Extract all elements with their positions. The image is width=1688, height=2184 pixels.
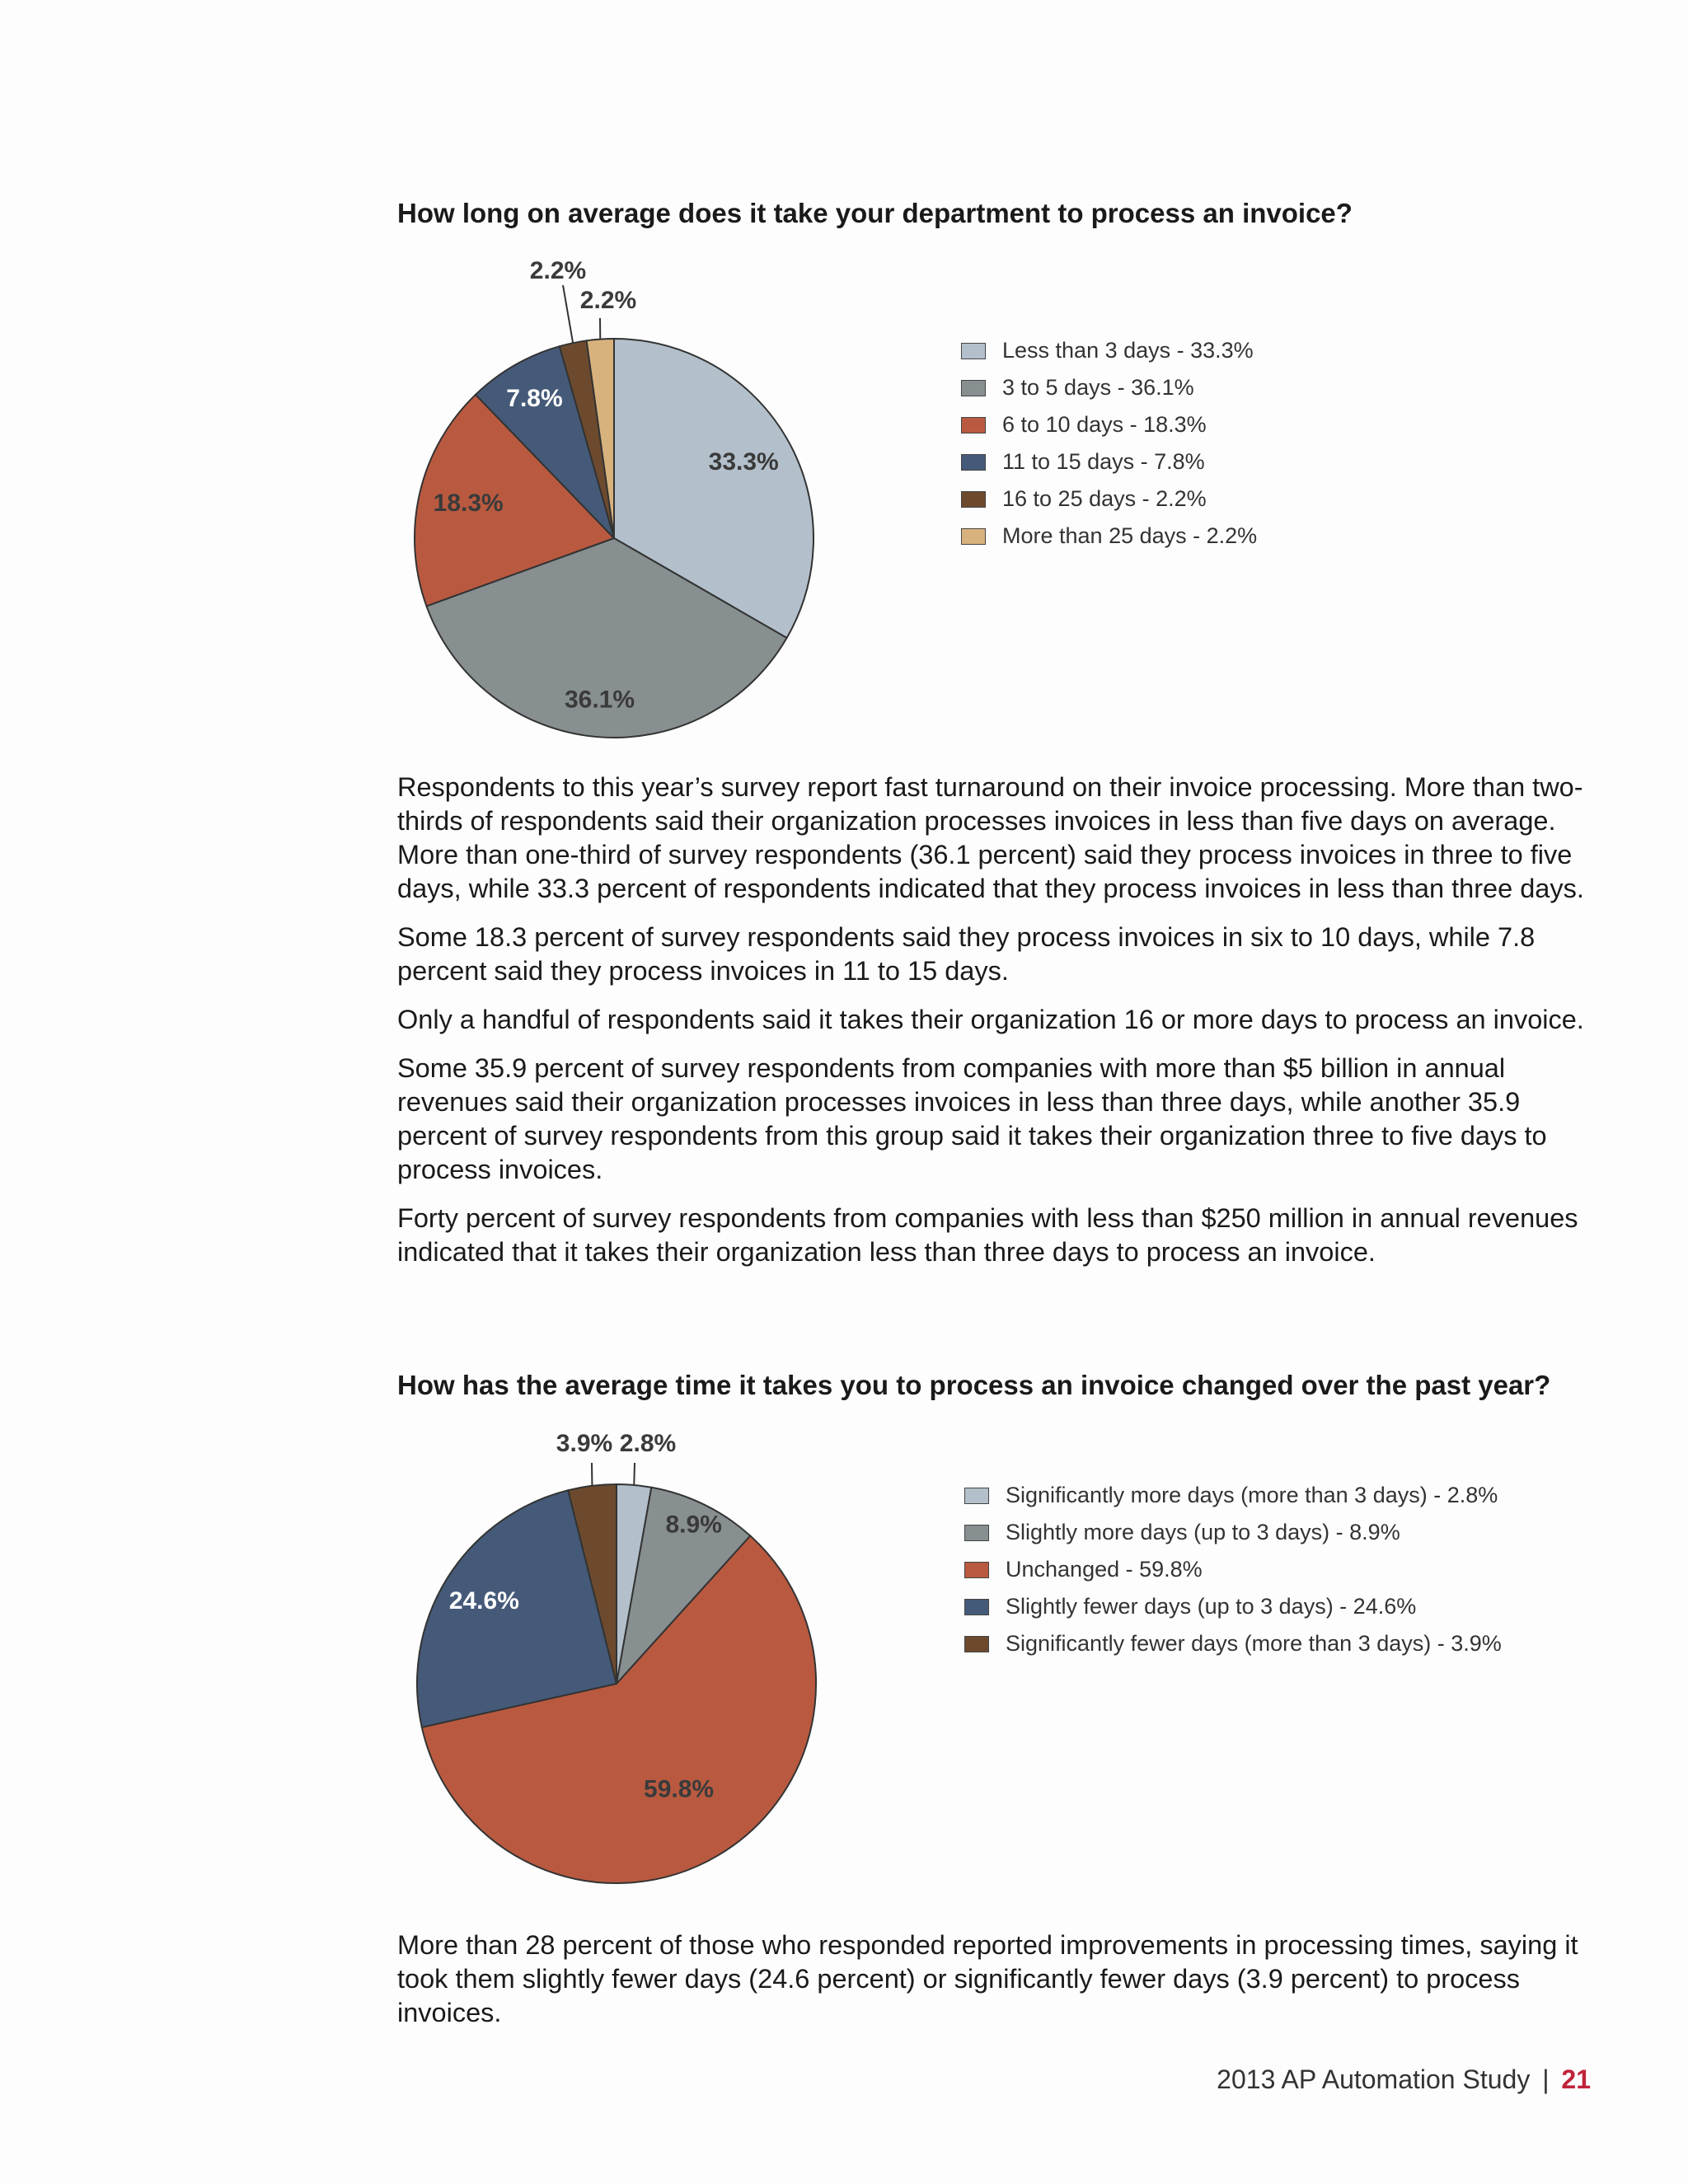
slice-label: 8.9% [665, 1511, 722, 1539]
slice-label: 24.6% [448, 1586, 519, 1615]
legend-swatch [961, 491, 986, 508]
slice-label: 59.8% [644, 1775, 715, 1803]
chart-2-pie [0, 1418, 907, 1896]
paragraph: Only a handful of respondents said it takes their organization 16 or more days to process an invoice. [397, 1005, 1584, 1034]
paragraph: Respondents to this year’s survey report fast turnaround on their invoice processing. More than two-thirds of respondents said their organization processes invoices in less than five days on average. More than one-third of survey respondents (36.1 percent) said they process invoices in three to five days, while 33.3 percent of respondents indicated that they process invoices in less than three days. [397, 772, 1584, 903]
legend-swatch [961, 343, 986, 359]
legend-label: Significantly fewer days (more than 3 days) - 3.9% [1006, 1631, 1502, 1656]
legend-label: More than 25 days - 2.2% [1002, 523, 1258, 548]
legend-label: Slightly fewer days (up to 3 days) - 24.6% [1006, 1594, 1417, 1619]
legend-label: Unchanged - 59.8% [1006, 1557, 1203, 1582]
slice-label: 2.2% [579, 286, 637, 314]
paragraph: Some 18.3 percent of survey respondents said they process invoices in six to 10 days, while 7.8 percent said they process invoices in 11 to 15 days. [397, 922, 1536, 986]
legend-swatch [964, 1562, 989, 1578]
slice-label: 33.3% [708, 448, 779, 476]
legend-swatch [964, 1525, 989, 1541]
slice-label: 2.2% [529, 256, 587, 284]
legend-label: 3 to 5 days - 36.1% [1002, 375, 1194, 400]
legend-label: Less than 3 days - 33.3% [1002, 338, 1254, 363]
legend-swatch [964, 1488, 989, 1504]
chart-1-title: How long on average does it take your department to process an invoice? [397, 198, 1353, 228]
legend-swatch [964, 1599, 989, 1615]
paragraph: Some 35.9 percent of survey respondents from companies with more than $5 billion in annual revenues said their organization processes invoices in less than three days, while another 35.9 percent of survey respondents from this group said it takes their organization three to five days to process invoices. [397, 1053, 1547, 1184]
leader-line [634, 1463, 635, 1485]
body-text-2 [397, 1929, 1584, 2045]
legend-item [964, 1551, 1502, 1588]
legend-label: Slightly more days (up to 3 days) - 8.9% [1006, 1520, 1400, 1544]
slice-label: 3.9% [556, 1429, 613, 1457]
legend-label: 6 to 10 days - 18.3% [1002, 412, 1207, 437]
legend-swatch [961, 380, 986, 396]
legend-swatch [961, 417, 986, 434]
page-footer [1217, 2064, 1591, 2095]
legend-item [961, 480, 1257, 518]
legend-item [964, 1625, 1502, 1662]
paragraph: Forty percent of survey respondents from companies with less than $250 million in annual revenues indicated that it takes their organization less than three days to process an invoice. [397, 1203, 1578, 1267]
legend-item [961, 406, 1257, 443]
body-text-1 [397, 771, 1584, 1284]
legend-item [964, 1588, 1502, 1625]
legend-label: 16 to 25 days - 2.2% [1002, 486, 1207, 511]
footer-separator: | [1542, 2064, 1550, 2094]
legend-item [961, 443, 1257, 480]
legend-item [961, 332, 1257, 369]
slice-label: 18.3% [433, 489, 504, 517]
slice-label: 7.8% [506, 385, 563, 413]
legend-item [961, 369, 1257, 406]
page-number: 21 [1561, 2064, 1591, 2094]
slice-label: 2.8% [619, 1429, 677, 1457]
legend-swatch [961, 454, 986, 471]
paragraph: More than 28 percent of those who responded reported improvements in processing times, saying it took them slightly fewer days (24.6 percent) or significantly fewer days (3.9 percent) to process invoices. [397, 1930, 1578, 2027]
slice-label: 36.1% [565, 686, 635, 714]
legend-label: 11 to 15 days - 7.8% [1002, 449, 1205, 474]
chart-1-pie [0, 247, 907, 758]
leader-line [563, 285, 573, 343]
legend-swatch [964, 1636, 989, 1652]
chart-2-title: How has the average time it takes you to process an invoice changed over the past year? [397, 1370, 1551, 1400]
legend-swatch [961, 528, 986, 545]
chart-2-legend [964, 1477, 1502, 1662]
legend-item [964, 1514, 1502, 1551]
chart-1-legend [961, 332, 1257, 555]
legend-item [961, 518, 1257, 555]
footer-study-title: 2013 AP Automation Study [1217, 2064, 1531, 2094]
legend-item [964, 1477, 1502, 1514]
legend-label: Significantly more days (more than 3 days) - 2.8% [1006, 1483, 1498, 1507]
